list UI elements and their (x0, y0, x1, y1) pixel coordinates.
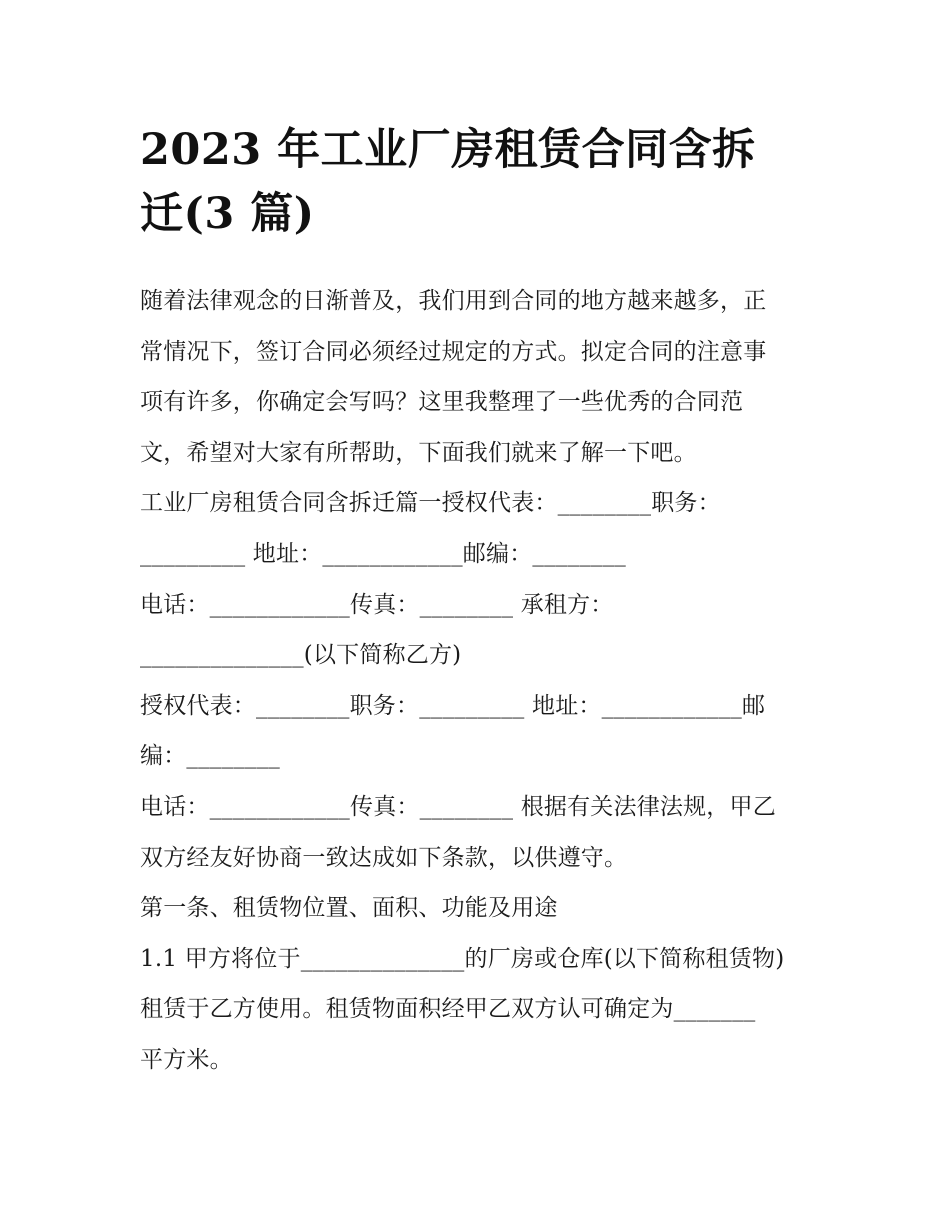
intro-line-3: 项有许多，你确定会写吗？这里我整理了一些优秀的合同范 (140, 389, 744, 416)
lessee-name-line: ______________(以下简称乙方) (140, 642, 462, 669)
lessee-phone-line: 电话：____________传真：________ 根据有关法律法规，甲乙 (140, 793, 776, 820)
clause-1-1-line-1: 1.1 甲方将位于______________的厂房或仓库(以下简称租赁物) (140, 945, 785, 972)
lessee-representative-line: 授权代表：________职务：_________ 地址：____________邮 (140, 692, 766, 719)
lessor-representative-line: 工业厂房租赁合同含拆迁篇一授权代表：________职务： (140, 490, 721, 517)
article-1-heading: 第一条、租赁物位置、面积、功能及用途 (140, 895, 558, 922)
lessor-address-line: _________ 地址：____________邮编：________ (140, 540, 627, 567)
document-content (140, 118, 815, 1086)
clause-1-1-line-2: 租赁于乙方使用。租赁物面积经甲乙双方认可确定为_______ (140, 996, 756, 1023)
lessee-postcode-line: 编：________ (140, 743, 280, 770)
agreement-line: 双方经友好协商一致达成如下条款，以供遵守。 (140, 844, 628, 871)
title-line-2: 迁(3 篇) (140, 189, 315, 239)
intro-line-1: 随着法律观念的日渐普及，我们用到合同的地方越来越多，正 (140, 288, 767, 314)
clause-1-1-line-3: 平方米。 (140, 1046, 233, 1073)
intro-line-2: 常情况下，签订合同必须经过规定的方式。拟定合同的注意事 (140, 338, 767, 365)
intro-line-4: 文，希望对大家有所帮助，下面我们就来了解一下吧。 (140, 439, 697, 466)
document-body (140, 276, 815, 1086)
document-title (140, 118, 815, 246)
lessor-phone-line: 电话：____________传真：________ 承租方： (140, 591, 614, 618)
title-line-1: 2023 年工业厂房租赁合同含拆 (140, 125, 756, 175)
